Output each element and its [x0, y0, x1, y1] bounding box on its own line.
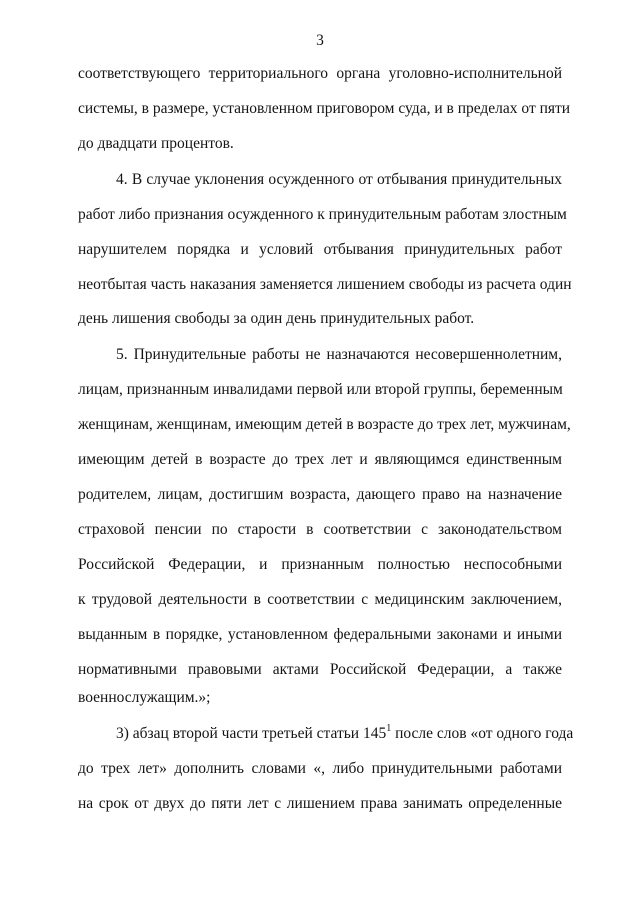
text-line: до трех лет» дополнить словами «, либо принудительными работами: [78, 760, 562, 777]
text-line: к трудовой деятельности в соответствии с медицинским заключением,: [78, 591, 562, 608]
text-line: неотбытая часть наказания заменяется лишением свободы из расчета один: [78, 276, 572, 293]
text-line: страховой пенсии по старости в соответствии с законодательством: [78, 521, 562, 538]
text-line: выданным в порядке, установленном федеральными законами и иными: [78, 626, 562, 643]
superscript: 1: [386, 723, 392, 734]
text-line: до двадцати процентов.: [78, 135, 234, 152]
text-line: Российской Федерации, и признанным полностью неспособными: [78, 556, 562, 573]
text-line: нарушителем порядка и условий отбывания принудительных работ: [78, 241, 562, 258]
text-line: на срок от двух до пяти лет с лишением права занимать определенные: [78, 795, 562, 812]
text-line: работ либо признания осужденного к принудительным работам злостным: [78, 206, 567, 223]
page-number: 3: [316, 32, 324, 49]
text-segment: после слов «от одного года: [391, 725, 574, 742]
text-line: соответствующего территориального органа уголовно-исполнительной: [78, 65, 562, 82]
text-line: лицам, признанным инвалидами первой или второй группы, беременным: [78, 381, 563, 398]
text-line: нормативными правовыми актами Российской Федерации, а также: [78, 661, 562, 678]
text-line: имеющим детей в возрасте до трех лет и являющимся единственным: [78, 451, 562, 468]
paragraph-4-line: 4. В случае уклонения осужденного от отбывания принудительных: [116, 171, 562, 188]
paragraph-5-line: 5. Принудительные работы не назначаются несовершеннолетним,: [116, 346, 562, 363]
text-line: родителем, лицам, достигшим возраста, дающего право на назначение: [78, 486, 562, 503]
paragraph-3-line: [116, 724, 573, 744]
text-line: системы, в размере, установленном приговором суда, и в пределах от пяти: [78, 100, 571, 117]
text-line: военнослужащим.»;: [78, 689, 211, 706]
text-segment: 3) абзац второй части третьей статьи 145: [116, 725, 387, 742]
text-line: женщинам, женщинам, имеющим детей в возрасте до трех лет, мужчинам,: [78, 416, 571, 433]
text-line: день лишения свободы за один день принудительных работ.: [78, 310, 475, 327]
